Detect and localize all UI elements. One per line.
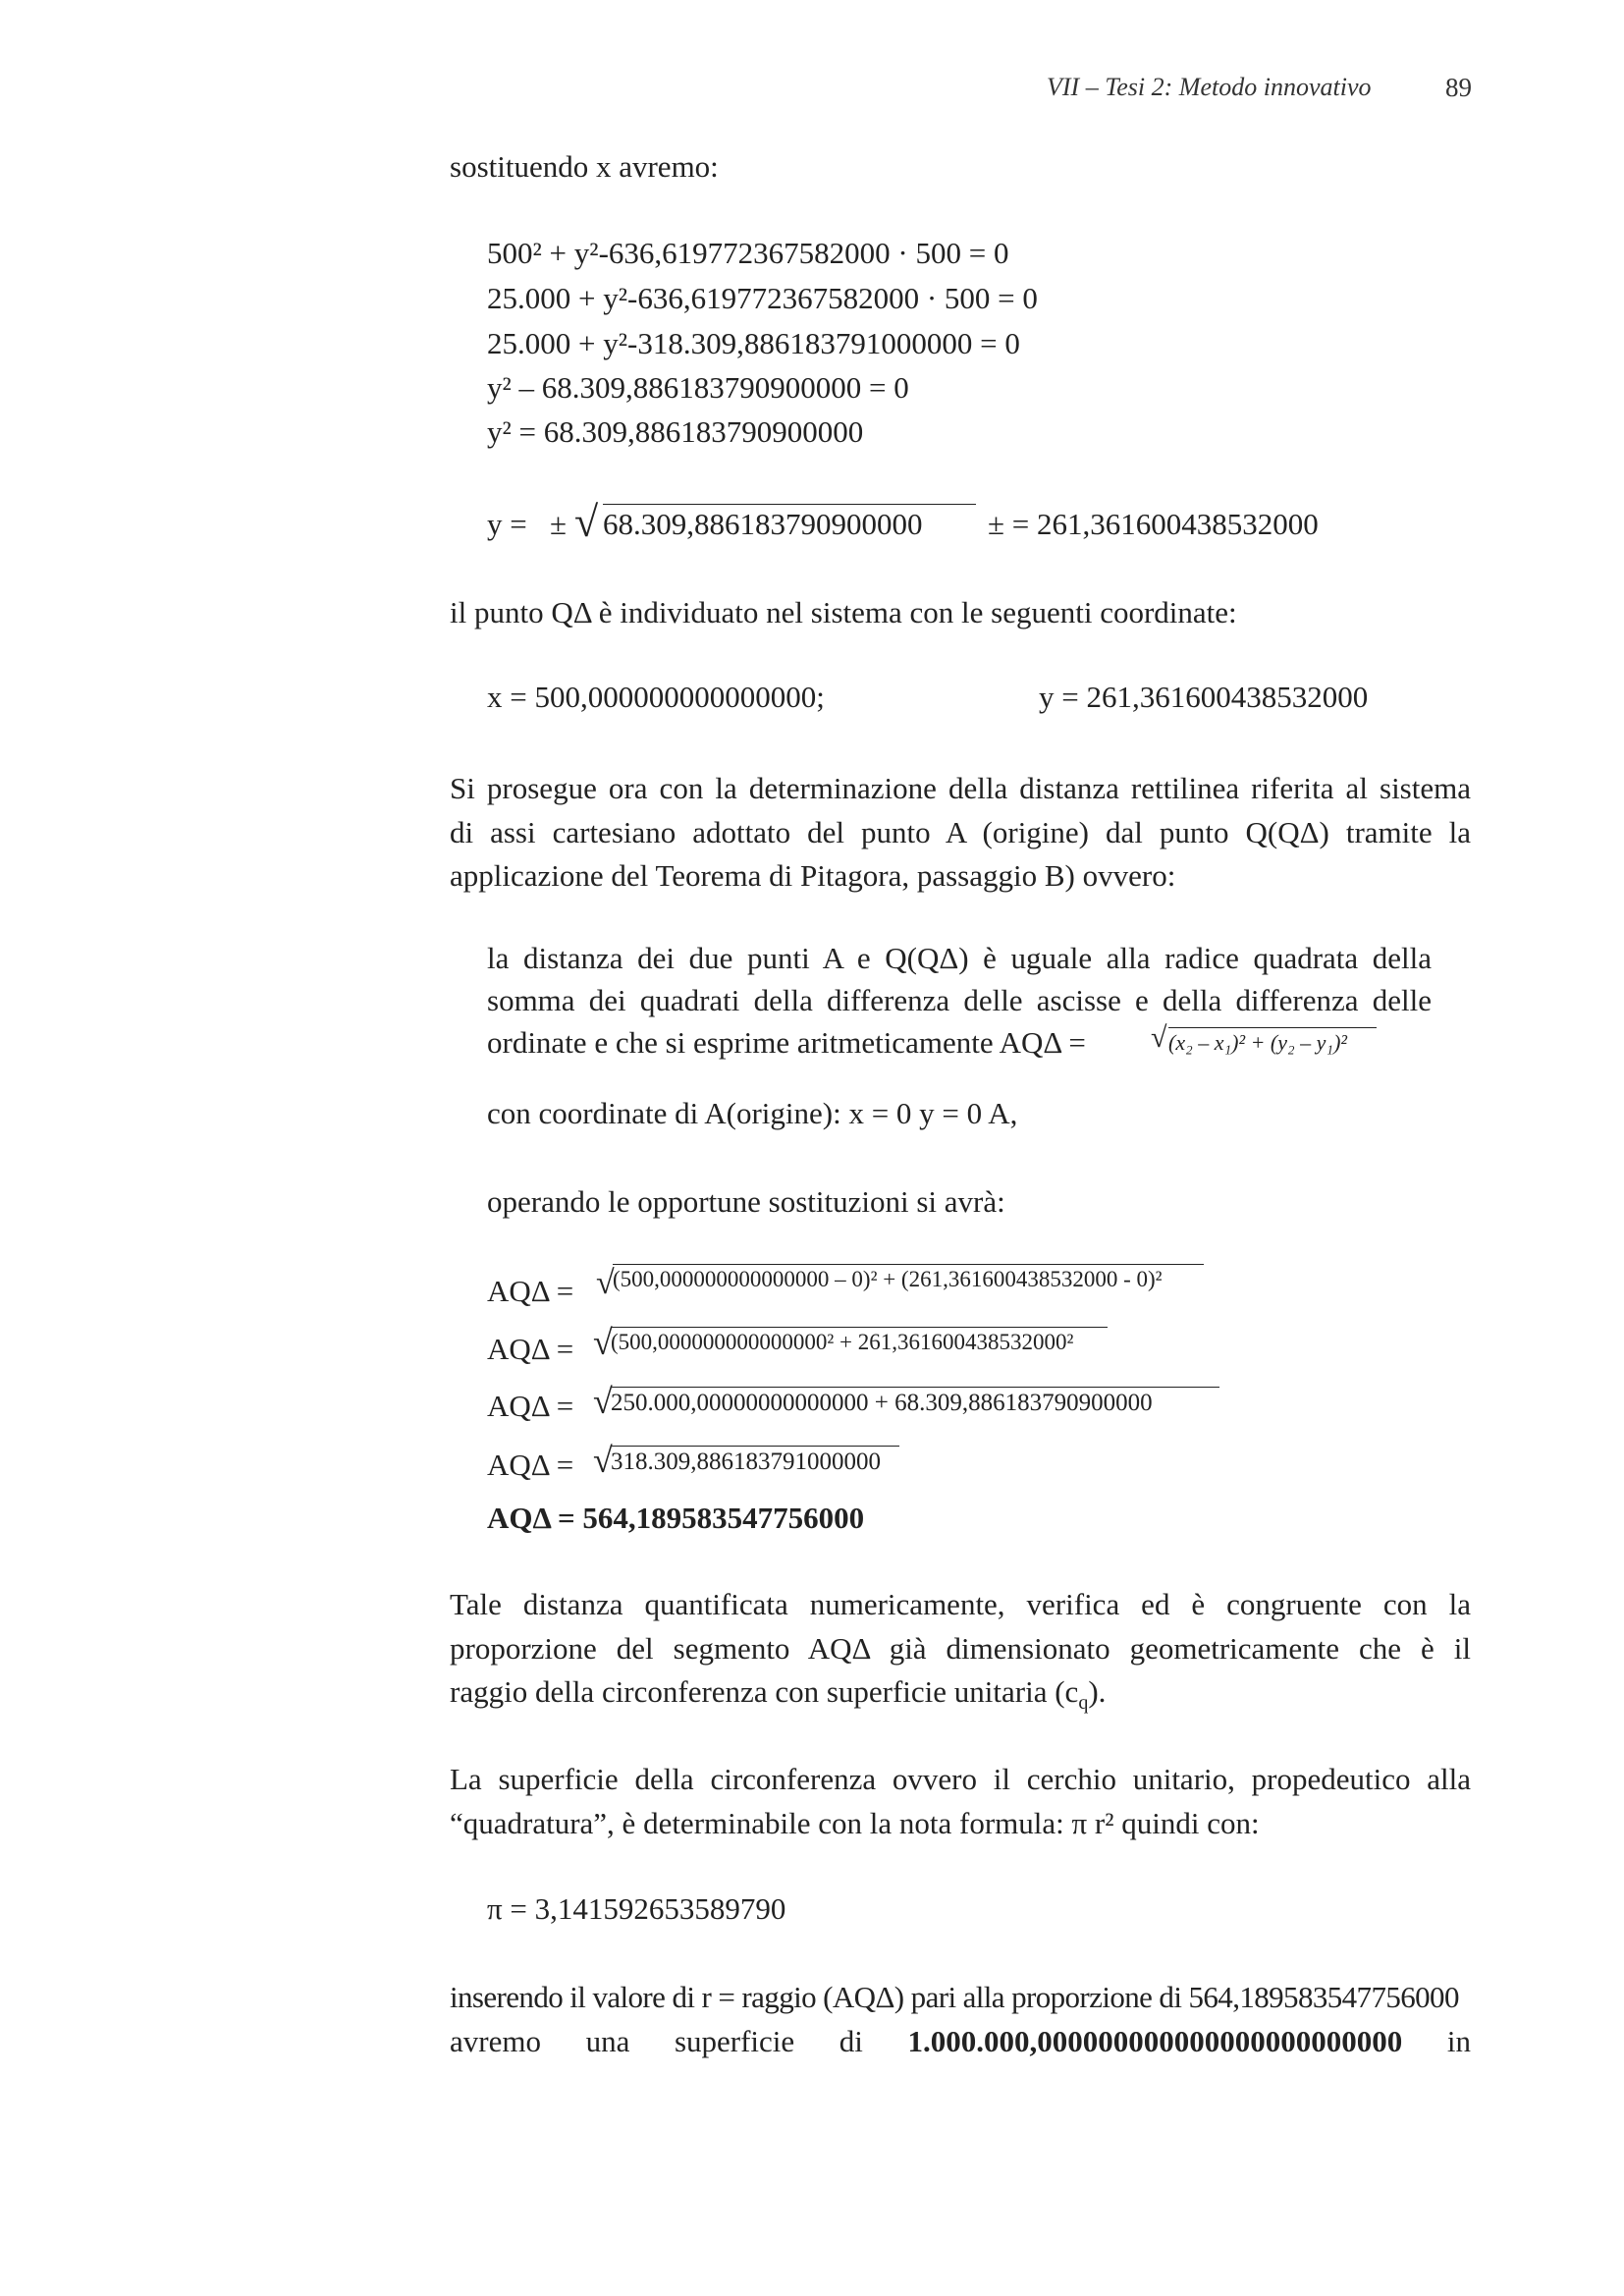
y-equation-lhs: y =	[487, 507, 527, 541]
qdelta-intro: il punto QΔ è individuato nel sistema con le seguenti coordinate:	[450, 595, 1237, 629]
aq-radicand-1: (500,000000000000000 – 0)² + (261,361600438532000 - 0)²	[613, 1264, 1204, 1292]
origin-coordinates: con coordinate di A(origine): x = 0 y = 0 A,	[487, 1096, 1018, 1130]
word: di	[839, 2024, 863, 2058]
paragraph-line: Si prosegue ora con la determinazione della distanza rettilinea riferita al sistema	[450, 771, 1471, 805]
paragraph-line: applicazione del Teorema di Pitagora, passaggio B) ovvero:	[450, 858, 1176, 893]
word: una	[585, 2024, 630, 2058]
sqrt-sign: √	[593, 1441, 613, 1480]
sqrt-sign: √	[593, 1382, 613, 1421]
definition-line: somma dei quadrati della differenza delle ascisse e della differenza delle	[487, 983, 1432, 1017]
paragraph-surface	[450, 1758, 1471, 1845]
paragraph-line: “quadratura”, è determinabile con la nota formula: π r² quindi con:	[450, 1805, 1260, 1840]
distance-formula: (x₂ – x₁)² + (y₂ – y₁)²	[1168, 1027, 1377, 1056]
definition-line: ordinate e che si esprime aritmeticamente AQΔ =	[487, 1025, 1086, 1060]
y-equation-rhs: ± = 261,361600438532000	[988, 507, 1319, 541]
paragraph-pythagoras	[450, 767, 1471, 899]
aq-lhs-1: AQΔ =	[487, 1274, 574, 1308]
substitutions-intro: operando le opportune sostituzioni si avrà:	[487, 1184, 1005, 1219]
paragraph-insert-line1: inserendo il valore di r = raggio (AQΔ) pari alla proporzione di 564,189583547756000	[450, 1980, 1459, 2014]
definition-line: la distanza dei due punti A e Q(QΔ) è uguale alla radice quadrata della	[487, 941, 1432, 975]
equation-1: 500² + y²-636,619772367582000 · 500 = 0	[487, 236, 1009, 270]
paragraph-line: proporzione del segmento AQΔ già dimensionato geometricamente che è il	[450, 1630, 1471, 1666]
equation-2: 25.000 + y²-636,619772367582000 · 500 = 0	[487, 281, 1038, 315]
aq-lhs-2: AQΔ =	[487, 1332, 574, 1366]
paragraph-insert-line2	[450, 2024, 1471, 2059]
coordinate-x: x = 500,000000000000000;	[487, 680, 825, 714]
y-equation-pm: ±	[550, 507, 568, 541]
paragraph-line-end: ).	[1088, 1674, 1107, 1709]
aq-radicand-3: 250.000,00000000000000 + 68.309,886183790900000	[611, 1387, 1219, 1417]
subscript-q: q	[1078, 1692, 1089, 1715]
y-equation-radicand: 68.309,886183790900000	[603, 504, 976, 542]
sqrt-sign: √	[574, 498, 599, 546]
equation-5: y² = 68.309,886183790900000	[487, 414, 864, 449]
pi-value: π = 3,141592653589790	[487, 1891, 786, 1926]
paragraph-line: Tale distanza quantificata numericamente, verifica ed è congruente con la	[450, 1587, 1471, 1621]
aq-radicand-4: 318.309,886183791000000	[611, 1446, 899, 1476]
coordinate-y: y = 261,361600438532000	[1039, 680, 1369, 714]
sqrt-sign: √	[593, 1323, 613, 1362]
aq-result: AQΔ = 564,189583547756000	[487, 1501, 865, 1535]
equation-4: y² – 68.309,886183790900000 = 0	[487, 370, 909, 405]
running-title: VII – Tesi 2: Metodo innovativo	[1047, 73, 1372, 101]
word: avremo	[450, 2024, 541, 2058]
word: superficie	[674, 2024, 795, 2058]
surface-value: 1.000.000,000000000000000000000000	[907, 2024, 1403, 2058]
aq-lhs-3: AQΔ =	[487, 1389, 574, 1423]
aq-radicand-2: (500,000000000000000² + 261,361600438532000²	[611, 1327, 1108, 1355]
sqrt-sign: √	[1151, 1021, 1167, 1054]
paragraph-line-text: raggio della circonferenza con superficie unitaria (c	[450, 1674, 1079, 1709]
aq-lhs-4: AQΔ =	[487, 1448, 574, 1482]
intro-substitution: sostituendo x avremo:	[450, 149, 719, 184]
sqrt-sign: √	[596, 1265, 615, 1301]
paragraph-line	[450, 1670, 1471, 1715]
paragraph-line: La superficie della circonferenza ovvero il cerchio unitario, propedeutico alla	[450, 1762, 1471, 1796]
equation-3: 25.000 + y²-318.309,886183791000000 = 0	[487, 326, 1020, 360]
paragraph-line: di assi cartesiano adottato del punto A (origine) dal punto Q(QΔ) tramite la	[450, 814, 1471, 849]
paragraph-congruence	[450, 1583, 1471, 1715]
word: in	[1446, 2024, 1471, 2058]
page-number: 89	[1445, 73, 1472, 102]
